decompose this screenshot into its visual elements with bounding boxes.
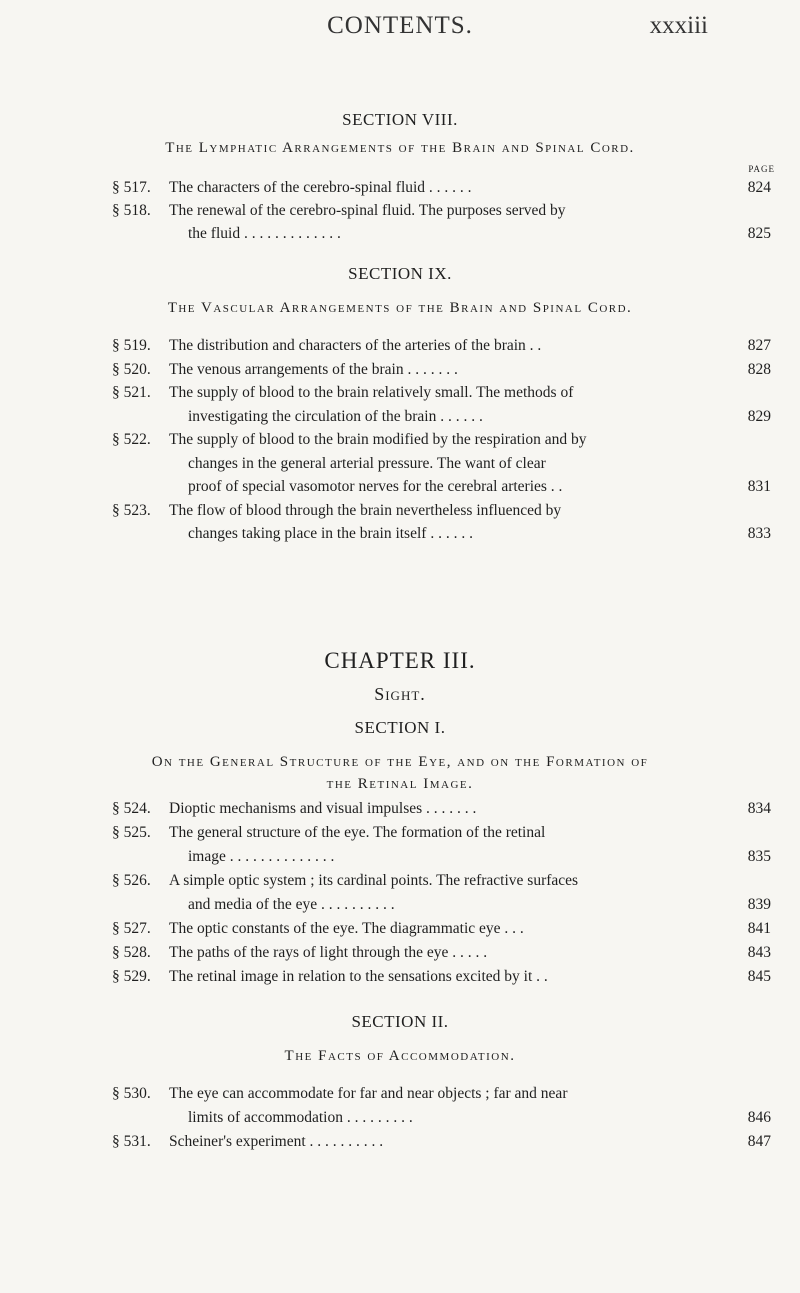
page-ref: 845 (747, 968, 771, 985)
section-i-subtitle-line-2: the Retinal Image. (326, 776, 474, 792)
entry-text-line: changes in the general arterial pressure. The want of clear (188, 454, 546, 472)
entry-text-line: The optic constants of the eye. The diagrammatic eye . . . (169, 920, 524, 937)
entry-text-line: investigating the circulation of the brain . . . . . . (188, 407, 483, 425)
page-ref: 831 (747, 478, 771, 495)
section-number: § 526. (112, 872, 151, 889)
entry-text-line: image . . . . . . . . . . . . . . (188, 848, 335, 865)
section-ix-heading: SECTION IX. (348, 264, 452, 283)
entry-text-line: The eye can accommodate for far and near objects ; far and near (169, 1085, 568, 1102)
section-ix-subtitle: The Vascular Arrangements of the Brain and Spinal Cord. (167, 300, 633, 316)
entry-text-line: and media of the eye . . . . . . . . . . (188, 896, 395, 913)
page-ref: 833 (747, 525, 771, 542)
section-number: § 525. (112, 824, 151, 841)
entry-text-line: The distribution and characters of the arteries of the brain . . (169, 337, 542, 354)
page-ref: 827 (747, 337, 771, 354)
section-number: § 521. (112, 384, 151, 401)
section-viii-heading: SECTION VIII. (342, 110, 458, 129)
page-number: xxxiii (649, 12, 708, 39)
section-number: § 523. (112, 501, 151, 519)
section-ii-heading: SECTION II. (351, 1012, 449, 1031)
page-ref: 834 (747, 800, 771, 817)
section-number: § 528. (112, 944, 151, 961)
page-column-label: PAGE (748, 164, 775, 174)
chapter-title: CHAPTER III. (324, 648, 476, 673)
entry-text-line: Scheiner's experiment . . . . . . . . . . (169, 1133, 384, 1150)
section-number: § 517. (112, 179, 151, 196)
running-head (0, 10, 800, 46)
page-ref: 825 (747, 225, 771, 242)
entry-text-line: The flow of blood through the brain nevertheless influenced by (169, 501, 562, 519)
entry-text-line: Dioptic mechanisms and visual impulses . . . . . . . (169, 800, 477, 817)
entry-text-line: The supply of blood to the brain relatively small. The methods of (169, 384, 574, 401)
page-ref: 847 (747, 1133, 771, 1150)
running-head-title: CONTENTS. (327, 12, 473, 39)
page-ref: 824 (747, 179, 771, 196)
entry-text-line: limits of accommodation . . . . . . . . . (188, 1109, 413, 1126)
entry-text-line: The general structure of the eye. The formation of the retinal (169, 824, 546, 841)
section-number: § 531. (112, 1133, 151, 1150)
entry-text-line: proof of special vasomotor nerves for the cerebral arteries . . (188, 478, 563, 495)
entry-text-line: The paths of the rays of light through the eye . . . . . (169, 944, 488, 961)
entry-text-line: The characters of the cerebro-spinal fluid . . . . . . (169, 179, 472, 196)
section-number: § 524. (112, 800, 151, 817)
section-number: § 527. (112, 920, 151, 937)
entry-text-line: the fluid . . . . . . . . . . . . . (188, 225, 341, 242)
entry-text-line: A simple optic system ; its cardinal points. The refractive surfaces (169, 872, 579, 889)
section-viii-subtitle: The Lymphatic Arrangements of the Brain and Spinal Cord. (165, 140, 635, 156)
page-ref: 828 (747, 360, 771, 378)
section-number: § 519. (112, 337, 151, 354)
page-ref: 829 (747, 407, 771, 425)
section-i-heading: SECTION I. (354, 718, 446, 737)
page-ref: 843 (747, 944, 771, 961)
chapter-subtitle: Sight. (374, 684, 426, 704)
page-ref: 841 (747, 920, 771, 937)
section-number: § 529. (112, 968, 151, 985)
entry-text-line: changes taking place in the brain itself . . . . . . (188, 525, 473, 542)
section-ii-subtitle: The Facts of Accommodation. (284, 1048, 516, 1064)
section-number: § 522. (112, 431, 151, 448)
entry-text-line: The retinal image in relation to the sensations excited by it . . (169, 968, 548, 985)
entry-text-line: The venous arrangements of the brain . . . . . . . (169, 360, 458, 378)
section-i-subtitle-line-1: On the General Structure of the Eye, and on the Formation of (151, 754, 649, 770)
section-number: § 530. (112, 1085, 151, 1102)
page-ref: 839 (747, 896, 771, 913)
page-ref: 835 (747, 848, 771, 865)
section-number: § 520. (112, 360, 151, 378)
entry-text-line: The renewal of the cerebro-spinal fluid. The purposes served by (169, 202, 566, 219)
page-ref: 846 (747, 1109, 771, 1126)
section-number: § 518. (112, 202, 151, 219)
entry-text-line: The supply of blood to the brain modified by the respiration and by (169, 431, 587, 448)
